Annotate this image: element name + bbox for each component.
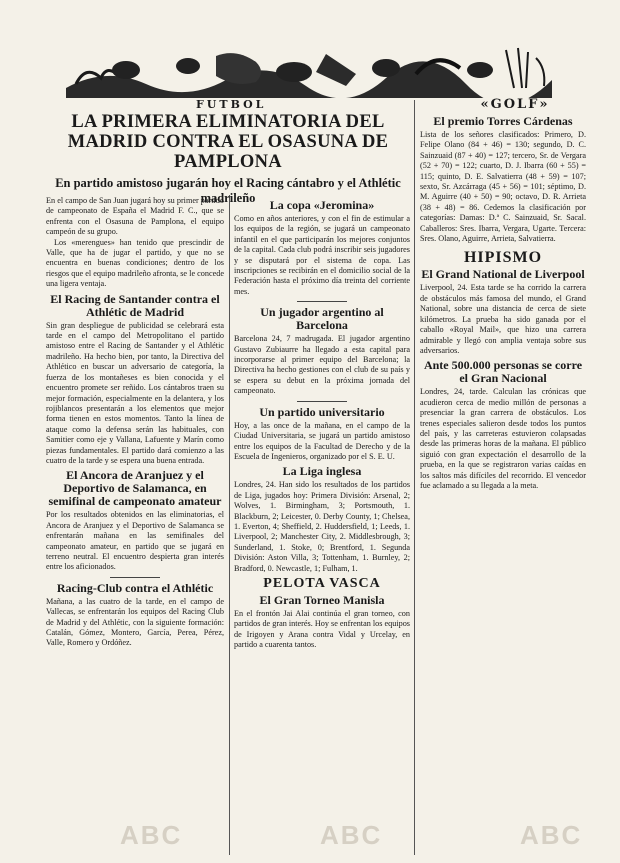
article-title: Un partido universitario — [259, 404, 385, 419]
main-headline: LA PRIMERA ELIMINATORIA DEL MADRID CONTRA EL OSASUNA DE PAMPLONA — [67, 112, 389, 172]
article-title: El Racing de Santander contra el Athlétic de Madrid — [50, 291, 220, 319]
article-title: Un jugador argentino al Barcelona — [260, 305, 384, 333]
divider — [110, 577, 160, 578]
watermark: ABC — [320, 820, 383, 850]
article-body: Liverpool, 24. Esta tarde se ha corrido la carrera de obstáculos más famosa del mundo, el Grand National, sobre una distancia de cerca de siete kilómetros. La prueba ha sido ganada por el caballo «Royal Mail», que hizo una carrera admirable y llegó con amplia ventaja sobre sus adversarios. — [420, 283, 586, 355]
divider — [297, 301, 347, 302]
article-title: La copa «Jeromina» — [269, 198, 375, 212]
column-2 — [234, 196, 410, 858]
article-title: El Ancora de Aranjuez y el Deportivo de Salamanca, en semifinal de campeonato amateur — [48, 468, 222, 509]
article-body: Hoy, a las once de la mañana, en el campo de la Ciudad Universitaria, se jugará un partido amistoso entre los equipos de la Facultad de Derecho y de la Escuela de Ingenieros, organizado por el S. E. U. — [234, 420, 410, 461]
article-body: Como en años anteriores, y con el fin de estimular a los equipos de la región, se jugará un campeonato infantil en el que participarán los mejores conjuntos de la capital. Cada club podrá inscribir seis jugadores y se disputará por el sistema de copa. Las inscripciones se recibirán en el domicilio social de la Federación hasta el próximo día treinta del corriente mes. — [234, 214, 410, 296]
main-paragraph: Los «merengues» han tenido que prescindir de Valle, que ha de jugar el partido, y que no se encuentra en buenas condiciones; dentro de los riesgos que el equipo madrileño afronta, se le concede una ligera ventaja. — [46, 237, 224, 289]
sports-banner-illustration — [66, 44, 552, 98]
column-3 — [420, 112, 586, 858]
section-header-hipismo: HIPISMO — [463, 249, 543, 267]
article-body: Por los resultados obtenidos en las eliminatorias, el Ancora de Aranjuez y el Deportivo de Salamanca se enfrentarán mañana en las semifinales del campeonato amateur, en partido que se jugará en terreno neutral. El encuentro despierta gran interés entre los aficionados. — [46, 510, 224, 572]
article-body: Londres, 24. Han sido los resultados de los partidos de Liga, jugados hoy: Primera División: Arsenal, 2; Wolves, 1. Birmingham, 3; Portsmouth, 1. Blackburn, 2; Leicester, 0. Derby County, 1; Chelsea, 1. Everton, 4; Sheffield, 2. Huddersfield, 1; Leeds, 1. Liverpool, 2; Manchester City, 2. Middlesbrough, 3; Sunderland, 1. Stoke, 0; Brentford, 1. Segunda División: Aston Villa, 3; Tottenham, 1. Burnley, 2; Bradford, 0. Newcastle, 1; Fulham, 1. — [234, 480, 410, 573]
column-rule — [229, 195, 230, 855]
article-title: Ante 500.000 personas se corre el Gran Nacional — [423, 358, 583, 386]
article-title: Racing-Club contra el Athlétic — [56, 580, 214, 595]
column-1 — [46, 196, 224, 858]
main-paragraph: En el campo de San Juan jugará hoy su primer partido de campeonato de España el Madrid F. C., que se enfrenta con el Osasuna de Pamplona, el equipo campeón de su grupo. — [46, 196, 224, 237]
main-subhead: En partido amistoso jugarán hoy el Racing cántabro y el Athlétic madrileño — [55, 176, 401, 205]
article-body: Sin gran despliegue de publicidad se celebrará esta tarde en el campo del Metropolitano el partido amistoso entre el Racing de Santander y el Athlétic madrileño. Ha hecho bien, por tanto, la Directiva del Athlético en buscar un adversario de categoría, la fuerza de los montañeses es bien conocida y el encuentro promete ser reñido. Los cántabros traen su mejor formación, especialmente en la delantera, y los rojiblancos presentarán a los elementos que mejor forma tienen en estos momentos. Tanto la línea de ataque como la defensa serán las habituales, con Samitier como eje y Vallana, Lafuente y Marín como piezas fundamentales. El partido dará comienzo a las cuatro de la tarde y se espera una buena entrada. — [46, 320, 224, 465]
article-title: El Grand National de Liverpool — [421, 267, 585, 282]
article-body: Londres, 24, tarde. Calculan las crónicas que acudieron cerca de medio millón de personas a presenciar la gran carrera de obstáculos. Los trenes especiales salieron desde todos los puntos del país, y las carreteras estuvieron colapsadas desde las primeras horas de la mañana. El público siguió con gran expectación el desarrollo de la prueba, en la que se registraron varias caídas en los saltos más difíciles del recorrido. El vencedor fue aclamado a su llegada a la meta. — [420, 387, 586, 490]
column-rule — [414, 100, 415, 855]
article-title: El Gran Torneo Manisla — [259, 592, 385, 607]
watermark: ABC — [520, 820, 583, 850]
watermark: ABC — [120, 820, 183, 850]
section-header-pelota: PELOTA VASCA — [263, 575, 381, 591]
article-title: El premio Torres Cárdenas — [433, 114, 573, 128]
main-story — [46, 112, 410, 206]
divider — [297, 401, 347, 402]
article-body: Barcelona 24, 7 madrugada. El jugador argentino Gustavo Zubiaurre ha llegado a esta capital para incorporarse al primer equipo del Barcelona; la Directiva ha hecho gestiones con el club de su país y se espera su debut en la próxima jornada del campeonato. — [234, 334, 410, 396]
article-body: Lista de los señores clasificados: Primero, D. Felipe Olano (84 + 46) = 130; segundo, D. C. Sainzuaid (87 + 40) = 127; tercero, Sr. de Vergara (52 + 70) = 122; cuarto, D. J. Ibarra (60 + 55) = 115; quinto, D. E. Salvatierra (48 + 59) = 107; sexto, Sr. Azcárraga (45 + 56) = 101; séptimo, D. M. Aguirre (40 + 50) = 90; octavo, D. R. Arrieta (38 + 48) = 86. Cedemos la clasificación por categorías: Damas: D.ª C. Sainzuaid, Sr. Sacal. Caballeros: Sres. Ibarra, Vergara, Ugarte. Tercera: Sres. Olano, Aguirre, Arrieta, Salvatierra. — [420, 130, 586, 244]
article-title: La Liga inglesa — [282, 464, 362, 479]
article-body: Mañana, a las cuatro de la tarde, en el campo de Vallecas, se enfrentarán los equipos del Racing Club de Madrid y del Athlétic, con la siguiente formación: Catalán, Gómez, Montero, García, Perea, Pérez, Valle, Romero y Ordóñez. — [46, 596, 224, 648]
article-body: En el frontón Jai Alai continúa el gran torneo, con partidos de gran interés. Hoy se enfrentan los equipos de Irigoyen y Arana contra Vidal y Urcelay, en partido a cuarenta tantos. — [234, 608, 410, 650]
section-header-golf: «GOLF» — [480, 97, 550, 112]
section-header-futbol: FUTBOL — [196, 98, 267, 111]
